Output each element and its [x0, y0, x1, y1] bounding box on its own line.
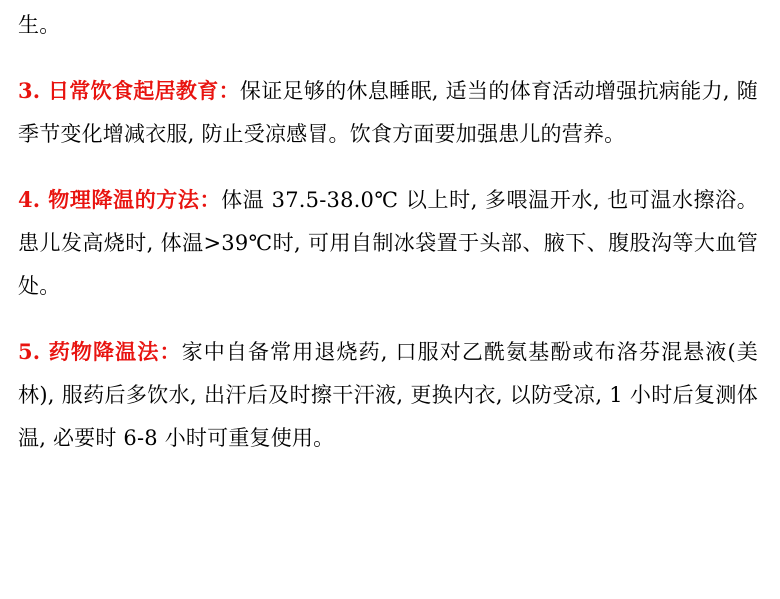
paragraph-number: 5.: [18, 339, 49, 364]
paragraph-orphan-line: [18, 0, 758, 47]
paragraph-heading: 日常饮食起居教育：: [47, 78, 240, 103]
paragraph-body: 保证足够的休息睡眠, 适当的体育活动增强抗病能力, 随季节变化增减衣服, 防止受凉感冒。饮食方面要加强患儿的营养。: [18, 79, 758, 146]
paragraph-heading: 物理降温的方法：: [48, 187, 222, 212]
paragraph-heading: 药物降温法：: [48, 339, 182, 364]
paragraph-number: 4.: [18, 187, 49, 212]
paragraph-body: 家中自备常用退烧药, 口服对乙酰氨基酚或布洛芬混悬液(美林), 服药后多饮水, 出汗后及时擦干汗液, 更换内衣, 以防受凉, 1 小时后复测体温, 必要时 6-8 小时可重复使用。: [18, 340, 758, 450]
paragraph-body: 生。: [18, 13, 61, 37]
paragraph-item-5: [18, 308, 758, 460]
paragraph-item-3: [18, 47, 758, 156]
paragraph-number: 3.: [18, 78, 48, 103]
paragraph-item-4: [18, 156, 758, 308]
paragraph-body: 体温 37.5-38.0℃ 以上时, 多喂温开水, 也可温水擦浴。患儿发高烧时, 体温>39℃时, 可用自制冰袋置于头部、腋下、腹股沟等大血管处。: [18, 188, 758, 298]
